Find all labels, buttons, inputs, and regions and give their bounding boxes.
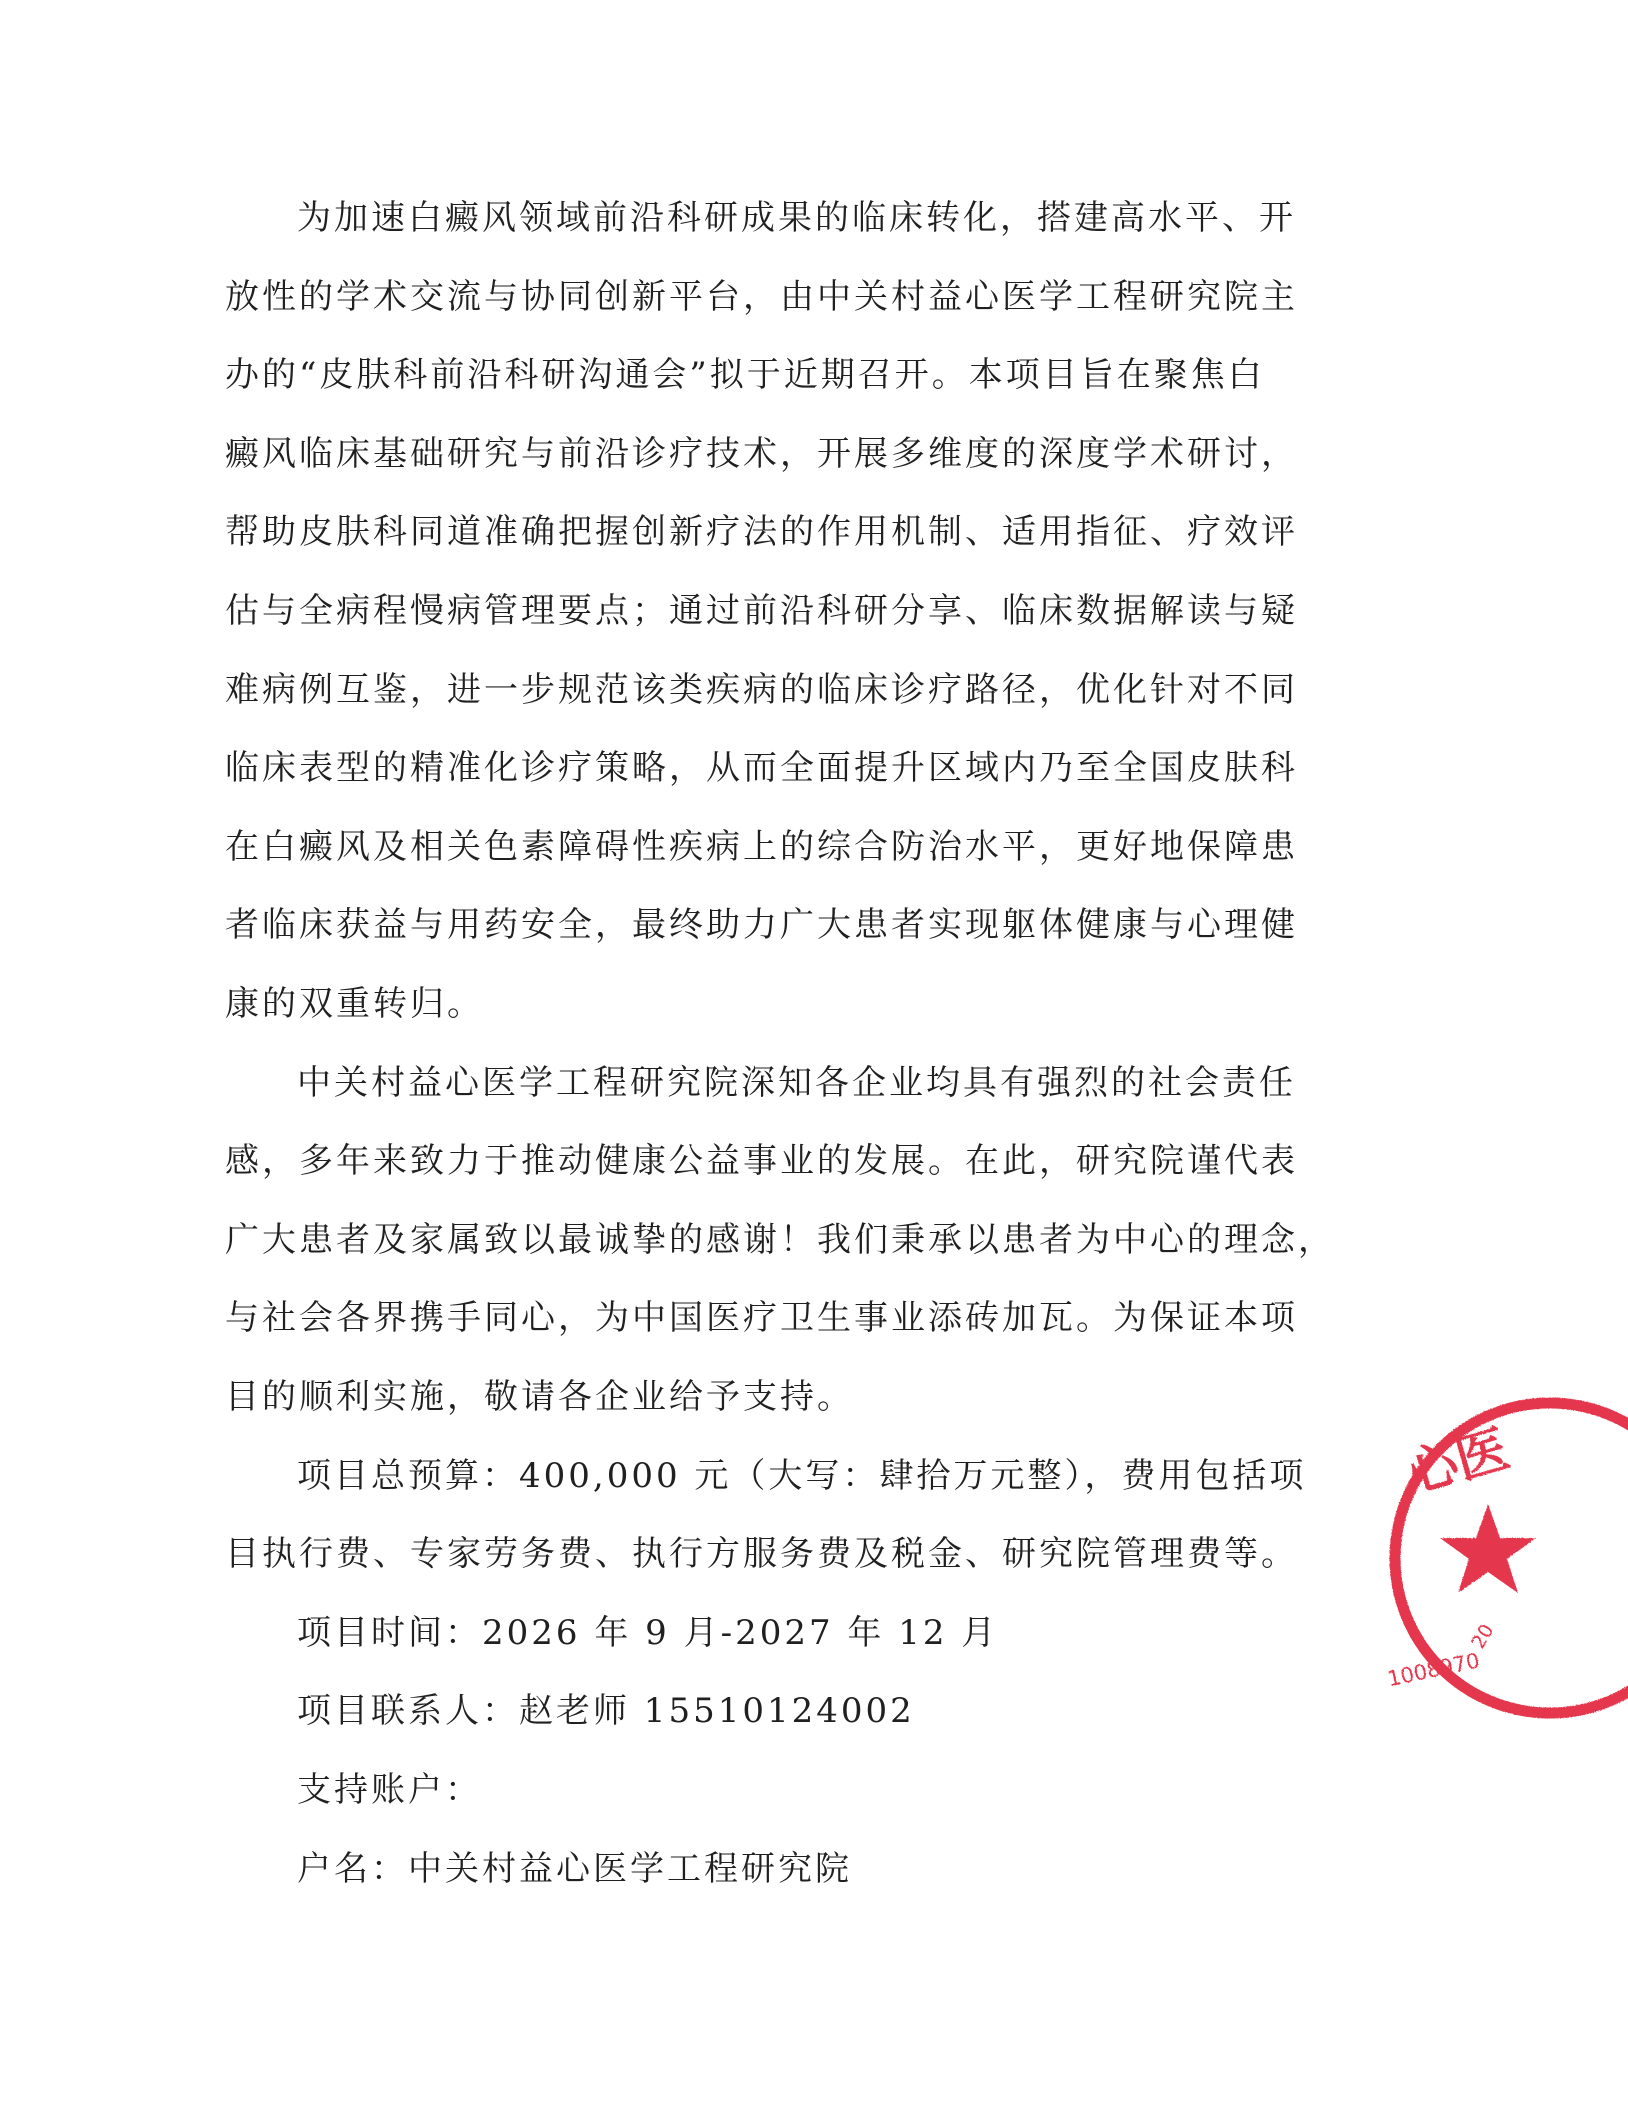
budget-line: 项目总预算：400,000 元（大写：肆拾万元整），费用包括项 bbox=[297, 1456, 1307, 1496]
paragraph-2-line: 感，多年来致力于推动健康公益事业的发展。在此，研究院谨代表 bbox=[225, 1141, 1298, 1181]
paragraph-1-line: 办的“皮肤科前沿科研沟通会”拟于近期召开。本项目旨在聚焦白 bbox=[225, 355, 1265, 395]
seal-text: 心医 bbox=[1398, 1419, 1516, 1506]
paragraph-1-line: 在白癜风及相关色素障碍性疾病上的综合防治水平，更好地保障患 bbox=[225, 827, 1298, 867]
paragraph-1-line: 临床表型的精准化诊疗策略，从而全面提升区域内乃至全国皮肤科 bbox=[225, 748, 1298, 788]
project-time: 项目时间：2026 年 9 月-2027 年 12 月 bbox=[297, 1613, 999, 1653]
paragraph-1-line: 估与全病程慢病管理要点；通过前沿科研分享、临床数据解读与疑 bbox=[225, 591, 1298, 631]
paragraph-1-line: 者临床获益与用药安全，最终助力广大患者实现躯体健康与心理健 bbox=[225, 905, 1298, 945]
paragraph-1-line: 为加速白癜风领域前沿科研成果的临床转化，搭建高水平、开 bbox=[297, 198, 1296, 238]
paragraph-1-line: 难病例互鉴，进一步规范该类疾病的临床诊疗路径，优化针对不同 bbox=[225, 670, 1298, 710]
paragraph-2-line: 中关村益心医学工程研究院深知各企业均具有强烈的社会责任 bbox=[297, 1063, 1296, 1103]
paragraph-2-line: 与社会各界携手同心，为中国医疗卫生事业添砖加瓦。为保证本项 bbox=[225, 1298, 1298, 1338]
paragraph-1-line: 康的双重转归。 bbox=[225, 984, 484, 1024]
project-contact: 项目联系人：赵老师 15510124002 bbox=[297, 1691, 915, 1731]
official-seal-graphic bbox=[1378, 1388, 1628, 1728]
official-seal bbox=[1378, 1388, 1628, 1728]
seal-star-icon bbox=[1440, 1504, 1536, 1593]
paragraph-1-line: 帮助皮肤科同道准确把握创新疗法的作用机制、适用指征、疗效评 bbox=[225, 512, 1298, 552]
budget-line: 目执行费、专家劳务费、执行方服务费及税金、研究院管理费等。 bbox=[225, 1534, 1298, 1574]
account-name: 户名：中关村益心医学工程研究院 bbox=[297, 1849, 852, 1889]
paragraph-2-line: 广大患者及家属致以最诚挚的感谢！我们秉承以患者为中心的理念， bbox=[225, 1220, 1335, 1260]
paragraph-2-line: 目的顺利实施，敬请各企业给予支持。 bbox=[225, 1377, 854, 1417]
seal-number: 1008970 bbox=[1385, 1648, 1482, 1692]
seal-number-fragment: 20 bbox=[1467, 1620, 1499, 1653]
paragraph-1-line: 癜风临床基础研究与前沿诊疗技术，开展多维度的深度学术研讨， bbox=[225, 434, 1298, 474]
support-account-label: 支持账户： bbox=[297, 1770, 482, 1810]
paragraph-1-line: 放性的学术交流与协同创新平台，由中关村益心医学工程研究院主 bbox=[225, 277, 1298, 317]
